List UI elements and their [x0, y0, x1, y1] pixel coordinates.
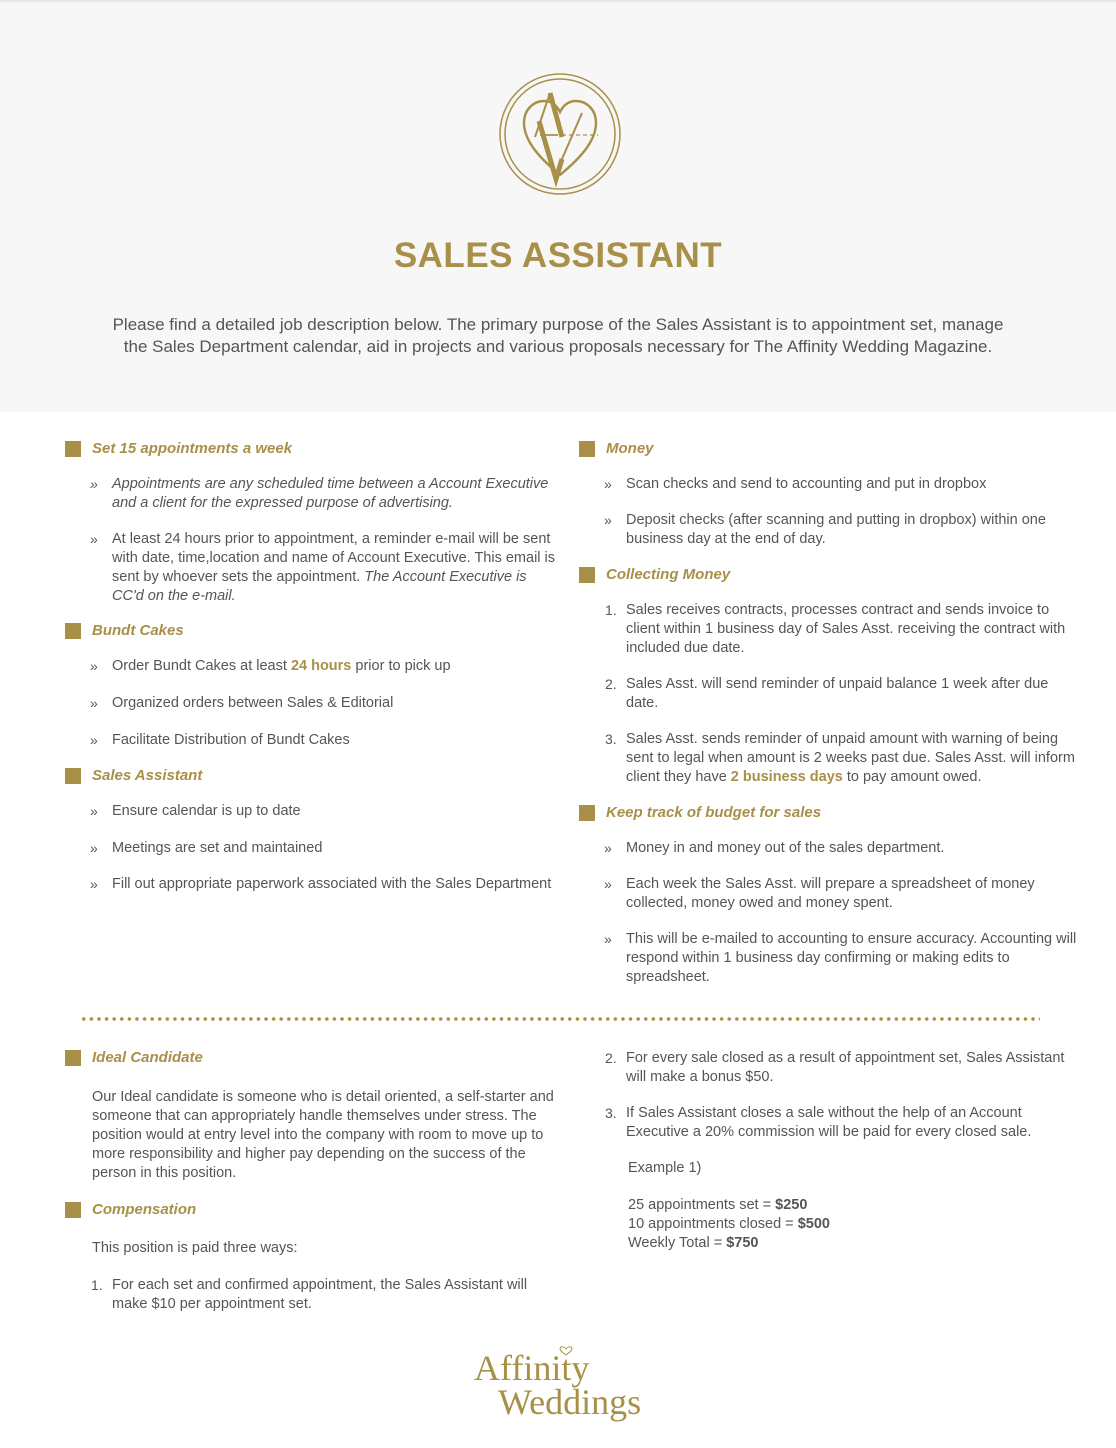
chevron-bullet-icon: »	[90, 658, 98, 674]
dotted-divider	[80, 1016, 1040, 1022]
paragraph: Our Ideal candidate is someone who is detail oriented, a self-starter and someone that can appropriately handle themselves under stress. The position would at entry level into the company with room to move up to more responsibility and higher pay depending on the success of the person in this position.	[92, 1089, 554, 1181]
page-title: SALES ASSISTANT	[393, 236, 723, 275]
section-budget	[579, 804, 1079, 987]
section-title: Ideal Candidate	[92, 1049, 203, 1066]
paragraph: This position is paid three ways:	[92, 1240, 298, 1256]
page-header	[0, 2, 1116, 412]
square-bullet-icon	[65, 1202, 81, 1218]
chevron-bullet-icon: »	[90, 476, 98, 492]
section-heading	[579, 440, 1079, 460]
example-label: Example 1)	[628, 1160, 702, 1176]
section-sales-assistant	[65, 767, 560, 894]
chevron-bullet-icon: »	[90, 876, 98, 892]
section-heading	[579, 566, 1079, 586]
list-item: » This will be e-mailed to accounting to ensure accuracy. Accounting will respond within 1 business day confirming or making edits to spreadsheet.	[604, 931, 1077, 985]
section-title: Compensation	[92, 1201, 197, 1218]
affinity-weddings-logo	[468, 1340, 652, 1432]
square-bullet-icon	[65, 768, 81, 784]
section-bundt-cakes	[65, 622, 560, 750]
section-title: Collecting Money	[606, 566, 731, 583]
list-item: » Scan checks and send to accounting and put in dropbox	[604, 476, 987, 492]
example-line: Weekly Total = $750	[628, 1235, 759, 1251]
list-item: » Order Bundt Cakes at least 24 hours prior to pick up	[90, 658, 451, 674]
chevron-bullet-icon: »	[90, 695, 98, 711]
list-item: » Money in and money out of the sales department.	[604, 840, 945, 856]
square-bullet-icon	[65, 1050, 81, 1066]
list-item: » Ensure calendar is up to date	[90, 803, 301, 819]
list-item: » Each week the Sales Asst. will prepare a spreadsheet of money collected, money owed and money spent.	[604, 876, 1035, 911]
list-item: » At least 24 hours prior to appointment, a reminder e-mail will be sent with date, time,location and name of Account Executive. This email is sent by whoever sets the appointment. The Account Executive is CC'd on the e-mail.	[90, 531, 556, 604]
section-collecting-money	[579, 566, 1079, 787]
section-title: Keep track of budget for sales	[606, 804, 822, 821]
chevron-bullet-icon: »	[604, 512, 612, 528]
chevron-bullet-icon: »	[90, 803, 98, 819]
list-item: » Deposit checks (after scanning and putting in dropbox) within one business day at the end of day.	[604, 512, 1046, 547]
square-bullet-icon	[65, 441, 81, 457]
section-title: Money	[606, 440, 654, 457]
list-item: 2. For every sale closed as a result of appointment set, Sales Assistant will make a bonus $50.	[605, 1050, 1065, 1085]
list-item: » Organized orders between Sales & Editorial	[90, 695, 394, 711]
list-item: 3. Sales Asst. sends reminder of unpaid amount with warning of being sent to legal when amount is 2 weeks past due. Sales Asst. will inform client they have 2 business days to pay amount owed.	[605, 731, 1075, 785]
chevron-bullet-icon: »	[604, 840, 612, 856]
chevron-bullet-icon: »	[604, 931, 612, 947]
section-compensation	[65, 1201, 560, 1314]
list-item: » Meetings are set and maintained	[90, 840, 323, 856]
square-bullet-icon	[579, 805, 595, 821]
example-line: 25 appointments set = $250	[628, 1197, 808, 1213]
intro-paragraph: Please find a detailed job description below. The primary purpose of the Sales Assistant is to appointment set, manage the Sales Department calendar, aid in projects and various proposals necessary for The Affinity Wedding Magazine.	[112, 315, 1004, 356]
chevron-bullet-icon: »	[90, 732, 98, 748]
section-title: Set 15 appointments a week	[92, 440, 293, 457]
section-set-appointments	[65, 440, 560, 606]
bottom-left-column	[65, 1049, 560, 1314]
list-item: » Appointments are any scheduled time between a Account Executive and a client for the expressed purpose of advertising.	[90, 476, 549, 511]
section-heading	[65, 622, 560, 642]
chevron-bullet-icon: »	[90, 840, 98, 856]
list-item: 2. Sales Asst. will send reminder of unpaid balance 1 week after due date.	[605, 676, 1049, 711]
left-column	[65, 440, 560, 894]
square-bullet-icon	[579, 567, 595, 583]
section-title: Bundt Cakes	[92, 622, 184, 639]
chevron-bullet-icon: »	[604, 876, 612, 892]
section-heading	[65, 1049, 560, 1069]
list-item: 1. For each set and confirmed appointment, the Sales Assistant will make $10 per appointment set.	[91, 1277, 528, 1312]
chevron-bullet-icon: »	[90, 531, 98, 547]
section-heading	[65, 440, 560, 460]
logo-line-2: Weddings	[498, 1382, 642, 1422]
example-line: 10 appointments closed = $500	[628, 1216, 830, 1232]
list-item: » Facilitate Distribution of Bundt Cakes	[90, 732, 350, 748]
section-title: Sales Assistant	[92, 767, 203, 784]
list-item: » Fill out appropriate paperwork associated with the Sales Department	[90, 876, 552, 892]
aw-heart-monogram-icon	[496, 73, 624, 195]
bottom-right-column	[579, 1049, 1079, 1253]
logo-line-1: Affinity	[474, 1348, 590, 1388]
section-heading	[579, 804, 1079, 824]
section-heading	[65, 1201, 560, 1221]
square-bullet-icon	[579, 441, 595, 457]
square-bullet-icon	[65, 623, 81, 639]
chevron-bullet-icon: »	[604, 476, 612, 492]
right-column	[579, 440, 1079, 987]
section-ideal-candidate	[65, 1049, 560, 1183]
list-item: 3. If Sales Assistant closes a sale without the help of an Account Executive a 20% commission will be paid for every closed sale.	[605, 1105, 1032, 1140]
list-item: 1. Sales receives contracts, processes contract and sends invoice to client within 1 business day of Sales Asst. receiving the contract with included due date.	[605, 602, 1066, 656]
section-money	[579, 440, 1079, 549]
section-heading	[65, 767, 560, 787]
